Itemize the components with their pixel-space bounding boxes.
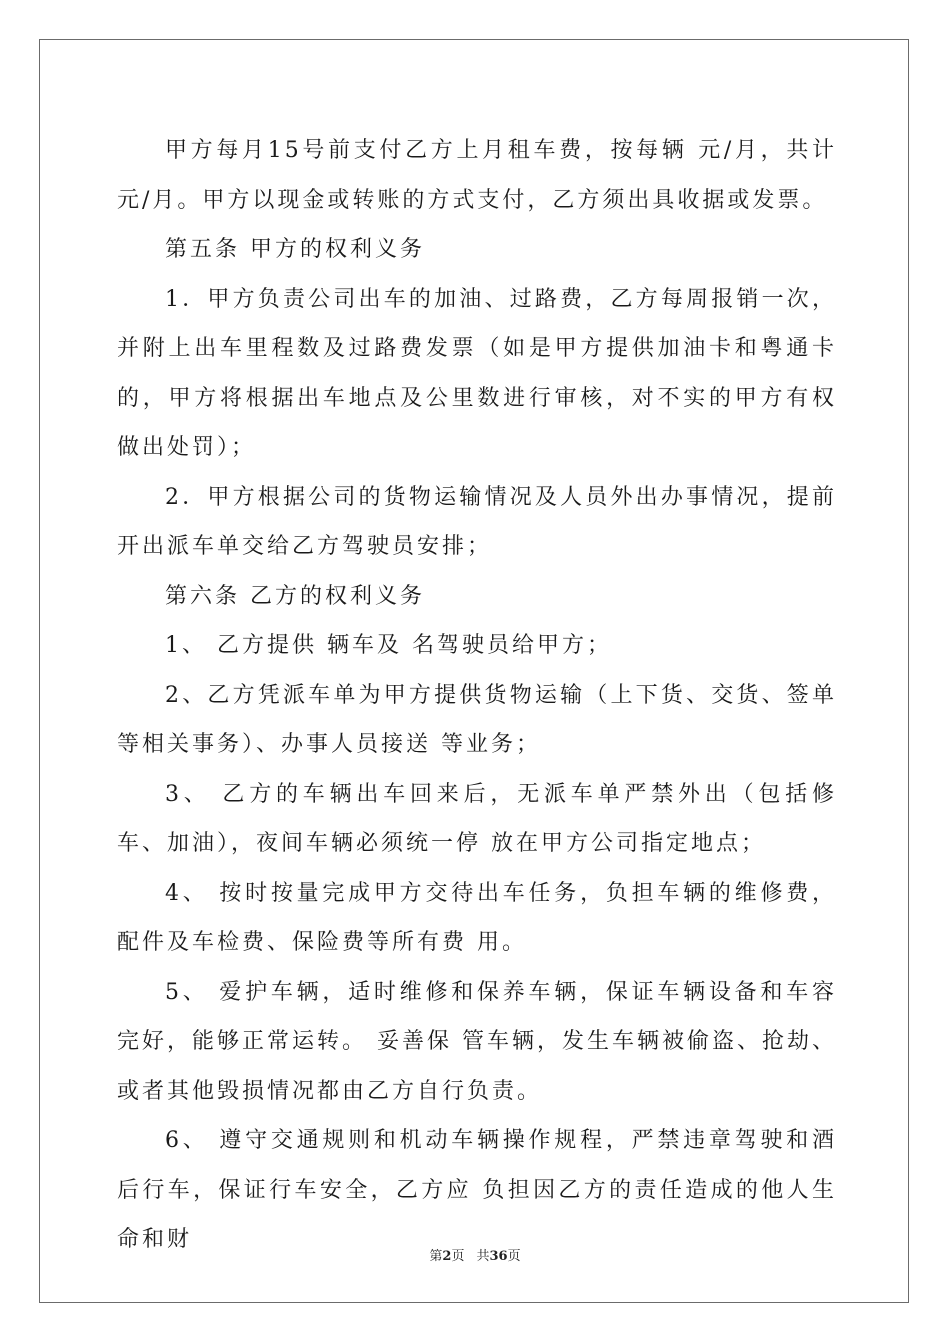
paragraph-article-5-item-1: 1．甲方负责公司出车的加油、过路费，乙方每周报销一次，并附上出车里程数及过路费发票（如是甲方提供加油卡和粤通卡的，甲方将根据出车地点及公里数进行审核，对不实的甲方有权做出处罚）； <box>117 286 837 460</box>
section-heading-article-5: 第五条 甲方的权利义务 <box>165 237 425 262</box>
paragraph-article-6-item-6: 6、 遵守交通规则和机动车辆操作规程，严禁违章驾驶和酒后行车，保证行车安全，乙方应 负担因乙方的责任造成的他人生命和财 <box>117 1128 837 1252</box>
total-pages-suffix: 页 <box>507 1249 521 1264</box>
page-number-suffix: 页 <box>451 1249 465 1264</box>
paragraph-article-6-item-4: 4、 按时按量完成甲方交待出车任务，负担车辆的维修费，配件及车检费、保险费等所有费 用。 <box>117 880 837 955</box>
document-body <box>117 126 837 1265</box>
paragraph-article-6-item-2: 2、乙方凭派车单为甲方提供货物运输（上下货、交货、签单等相关事务）、办事人员接送 等业务； <box>117 682 837 757</box>
page-number: 2 <box>442 1249 452 1264</box>
page-footer <box>0 1245 950 1264</box>
page-number-prefix: 第 <box>429 1249 443 1264</box>
total-pages-prefix: 共 <box>476 1249 490 1264</box>
paragraph-article-6-item-1: 1、 乙方提供 辆车及 名驾驶员给甲方； <box>165 633 612 658</box>
paragraph-article-6-item-3: 3、 乙方的车辆出车回来后，无派车单严禁外出（包括修车、加油），夜间车辆必须统一停 放在甲方公司指定地点； <box>117 781 837 856</box>
paragraph-payment: 甲方每月15号前支付乙方上月租车费，按每辆 元/月，共计 元/月。甲方以现金或转账的方式支付，乙方须出具收据或发票。 <box>117 138 837 213</box>
total-pages: 36 <box>489 1249 508 1264</box>
section-heading-article-6: 第六条 乙方的权利义务 <box>165 583 425 609</box>
paragraph-article-5-item-2: 2．甲方根据公司的货物运输情况及人员外出办事情况，提前开出派车单交给乙方驾驶员安排； <box>117 484 837 559</box>
paragraph-article-6-item-5: 5、 爱护车辆，适时维修和保养车辆，保证车辆设备和车容完好，能够正常运转。 妥善保 管车辆，发生车辆被偷盗、抢劫、或者其他毁损情况都由乙方自行负责。 <box>117 979 837 1104</box>
